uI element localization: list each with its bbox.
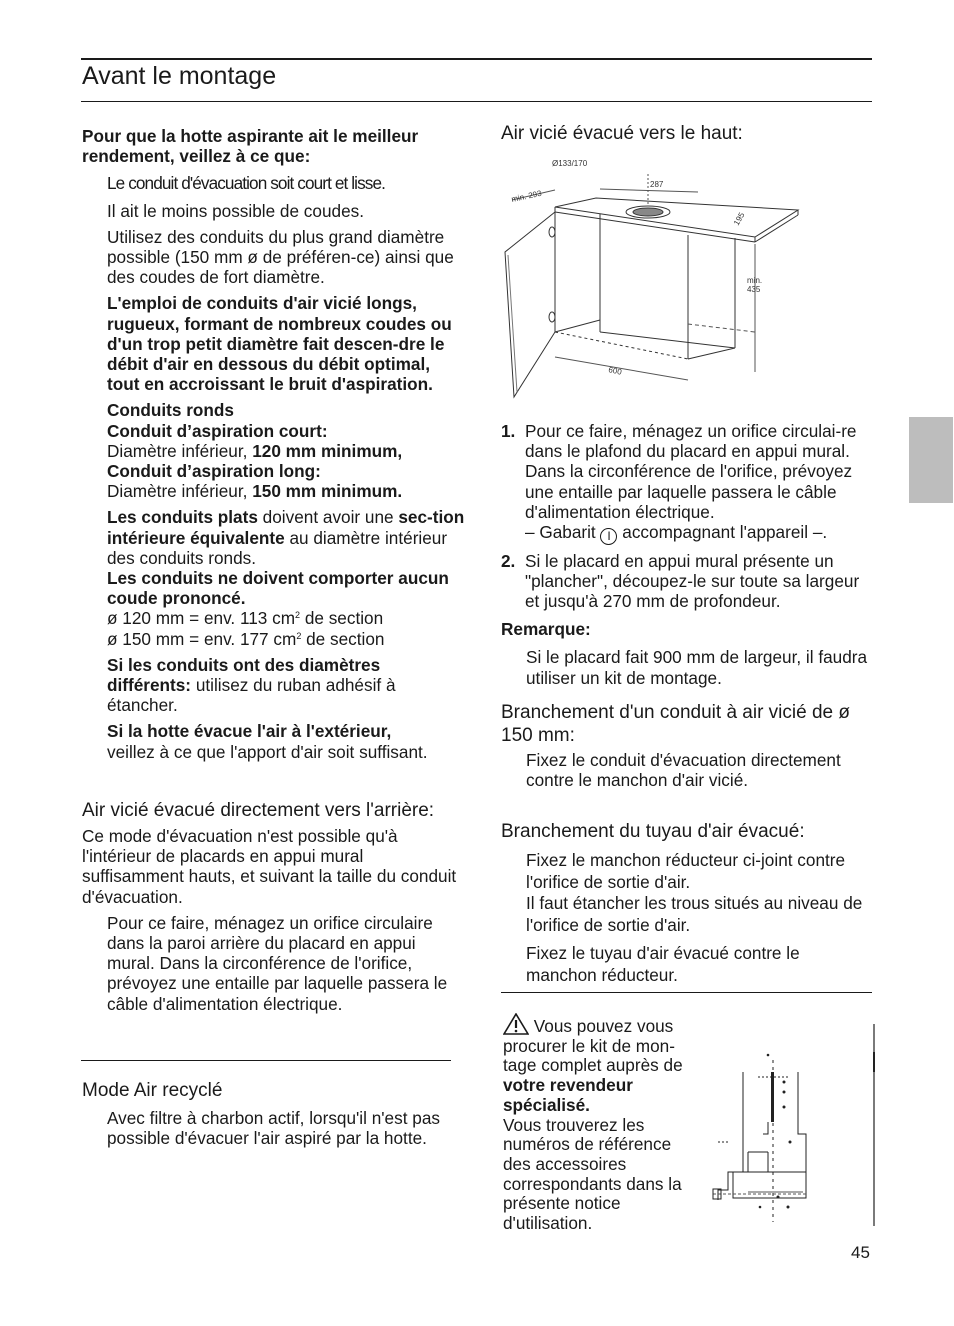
up-exhaust-title: Air vicié évacué vers le haut: bbox=[501, 123, 743, 144]
long-duct-diameter bbox=[107, 481, 467, 501]
step-2-number: 2. bbox=[501, 551, 516, 572]
requirement-large-diameter: Utilisez des conduits du plus grand diamètre possible (150 mm ø de préféren-ce) ainsi que des coudes de fort diamètre. bbox=[107, 226, 454, 288]
title-underline bbox=[81, 101, 872, 102]
inner-diameter-text: Diamètre inférieur, bbox=[107, 481, 253, 502]
flat-ducts-section-bold: sec-tion intérieure équivalente bbox=[107, 507, 465, 548]
warning-icon bbox=[503, 1013, 529, 1035]
note-block bbox=[503, 1013, 698, 1234]
left-column bbox=[82, 126, 467, 762]
branch-150-text: Fixez le conduit d'évacuation directement contre le manchon d'air vicié. bbox=[526, 750, 841, 791]
step-1-template bbox=[525, 522, 873, 545]
mounting-kit-diagram bbox=[708, 1022, 878, 1230]
different-diameters-bold: Si les conduits ont des diamètres différents: bbox=[107, 654, 381, 696]
step-2-text: Si le placard en appui mural présente un "plancher", découpez-le sur toute sa largeur et jusqu'à 270 mm de profondeur. bbox=[525, 551, 860, 612]
pipe-text-1: Fixez le manchon réducteur ci-joint contre l'orifice de sortie d'air. bbox=[526, 850, 846, 892]
long-duct-label: Conduit d’aspiration long: bbox=[107, 461, 321, 482]
recycle-section bbox=[82, 1079, 467, 1148]
step-2 bbox=[501, 551, 873, 612]
exterior-exhaust-bold: Si la hotte évacue l'air à l'extérieur, bbox=[107, 721, 392, 742]
flat-ducts-bold: Les conduits plats bbox=[107, 507, 258, 528]
cabinet-door bbox=[505, 212, 555, 397]
diameter-symbol: ø bbox=[107, 608, 118, 629]
depth-195-label: 195 bbox=[731, 210, 747, 227]
exterior-exhaust-text: veillez à ce que l'apport d'air soit suffisant. bbox=[107, 741, 428, 762]
section-150 bbox=[107, 629, 467, 649]
section-120 bbox=[107, 608, 467, 628]
rear-exhaust-title: Air vicié évacué directement vers l'arrière: bbox=[82, 800, 435, 821]
min-293-label: min. 293 bbox=[510, 188, 543, 204]
right-column bbox=[501, 421, 873, 690]
right-divider bbox=[501, 992, 872, 993]
short-min-value: 120 mm minimum, bbox=[252, 440, 403, 461]
min-435-label-a: min. bbox=[747, 276, 763, 285]
requirement-smooth-duct: Le conduit d'évacuation soit court et lisse. bbox=[107, 173, 386, 194]
step-1-text: Pour ce faire, ménagez un orifice circulai-re dans le plafond du placard en appui mural. Dans la circonférence de l'orifice, prévoyez une entaille par laquelle passera le câble d'alimentation électrique. bbox=[525, 421, 857, 522]
left-divider bbox=[81, 1060, 451, 1061]
width-600-label: 600 bbox=[607, 365, 623, 377]
round-ducts-block bbox=[82, 400, 467, 501]
width-287-label: 287 bbox=[650, 180, 664, 189]
note-text-b: Vous trouverez les numéros de référence des accessoires correspondants dans la présente notice d'utilisation. bbox=[503, 1114, 682, 1234]
step-1 bbox=[501, 421, 873, 545]
squared: 2 bbox=[295, 610, 301, 621]
pipe-title: Branchement du tuyau d'air évacué: bbox=[501, 821, 805, 842]
min-435-label-b: 435 bbox=[747, 285, 761, 294]
section-120-value: 120 mm = env. 113 cm bbox=[122, 608, 296, 629]
branch-150-section bbox=[501, 701, 873, 790]
section-150-value: 150 mm = env. 177 cm bbox=[122, 628, 297, 649]
branch-150-title bbox=[501, 701, 873, 747]
pipe-section bbox=[501, 820, 873, 986]
rear-exhaust-section bbox=[82, 799, 467, 1014]
diameter-symbol: ø bbox=[107, 628, 118, 649]
template-text-b: accompagnant l'appareil –. bbox=[617, 522, 828, 543]
different-diameters bbox=[82, 655, 467, 716]
intro-title: Pour que la hotte aspirante ait le meilleur rendement, veillez à ce que: bbox=[82, 126, 419, 167]
page-number: 45 bbox=[851, 1243, 870, 1262]
exterior-exhaust bbox=[82, 721, 467, 761]
template-i-icon: I bbox=[600, 528, 617, 545]
short-duct-label: Conduit d’aspiration court: bbox=[107, 420, 328, 441]
remark-title: Remarque: bbox=[501, 618, 591, 639]
up-exhaust-title-block bbox=[501, 122, 873, 145]
long-min-value: 150 mm minimum. bbox=[252, 481, 403, 502]
pipe-text-2: Il faut étancher les trous situés au niveau de l'orifice de sortie d'air. bbox=[526, 893, 863, 935]
cabinet-diagram bbox=[500, 152, 805, 402]
flat-ducts-tail: au diamètre intérieur des conduits ronds. bbox=[107, 527, 448, 568]
recycle-text: Avec filtre à charbon actif, lorsqu'il n'est pas possible d'évacuer l'air aspiré par la hotte. bbox=[107, 1108, 440, 1149]
recycle-title: Mode Air recyclé bbox=[82, 1080, 223, 1101]
page-title: Avant le montage bbox=[82, 62, 277, 90]
template-text-a: – Gabarit bbox=[525, 522, 601, 543]
squared: 2 bbox=[296, 630, 302, 641]
section-tab bbox=[909, 417, 953, 503]
diameter-symbol: ø bbox=[838, 702, 850, 723]
rear-exhaust-text: Ce mode d'évacuation n'est possible qu'à l'intérieur de placards en appui mural suffisamment hauts, et suivant la taille du conduit d'évacuation. bbox=[82, 826, 457, 907]
top-rule bbox=[81, 58, 872, 60]
warning-long-ducts: L'emploi de conduits d'air vicié longs, rugueux, formant de nombreux coudes ou d'un trop petit diamètre fait descen-dre le débit d'air en dessous du débit optimal, tout en accroissant le bruit d'aspiration. bbox=[107, 293, 452, 395]
note-text bbox=[503, 1013, 698, 1116]
branch-150-title-b: 150 mm: bbox=[501, 725, 575, 746]
inner-diameter-text: Diamètre inférieur, bbox=[107, 440, 253, 461]
requirement-few-elbows: Il ait le moins possible de coudes. bbox=[107, 200, 364, 221]
flat-ducts-plain: doivent avoir une bbox=[257, 507, 399, 528]
rear-exhaust-instruction: Pour ce faire, ménagez un orifice circulaire dans la paroi arrière du placard en appui mural. Dans la circonférence de l'orifice, prévoyez une entaille par laquelle passera le câble d'alimentation électrique. bbox=[107, 912, 448, 1014]
flat-ducts-block bbox=[82, 507, 467, 648]
round-ducts-title: Conduits ronds bbox=[107, 400, 234, 421]
step-1-number: 1. bbox=[501, 421, 516, 441]
remark-text: Si le placard fait 900 mm de largeur, il faudra utiliser un kit de montage. bbox=[526, 646, 868, 689]
note-dealer-bold: votre revendeur spécialisé. bbox=[503, 1075, 633, 1115]
section-150-unit: de section bbox=[301, 628, 385, 649]
different-diameters-text: utilisez du ruban adhésif à étancher. bbox=[107, 675, 396, 716]
section-120-unit: de section bbox=[300, 608, 384, 629]
note-text-a: Vous pouvez vous procurer le kit de mon-tage complet auprès de bbox=[503, 1016, 683, 1076]
diameter-label: Ø133/170 bbox=[552, 159, 588, 168]
pipe-text-3: Fixez le tuyau d'air évacué contre le manchon réducteur. bbox=[526, 943, 800, 985]
short-duct-diameter bbox=[107, 441, 467, 461]
branch-150-title-a: Branchement d'un conduit à air vicié de bbox=[501, 702, 839, 723]
no-elbow-warning: Les conduits ne doivent comporter aucun coude prononcé. bbox=[107, 568, 449, 609]
flat-ducts-text bbox=[107, 507, 467, 568]
